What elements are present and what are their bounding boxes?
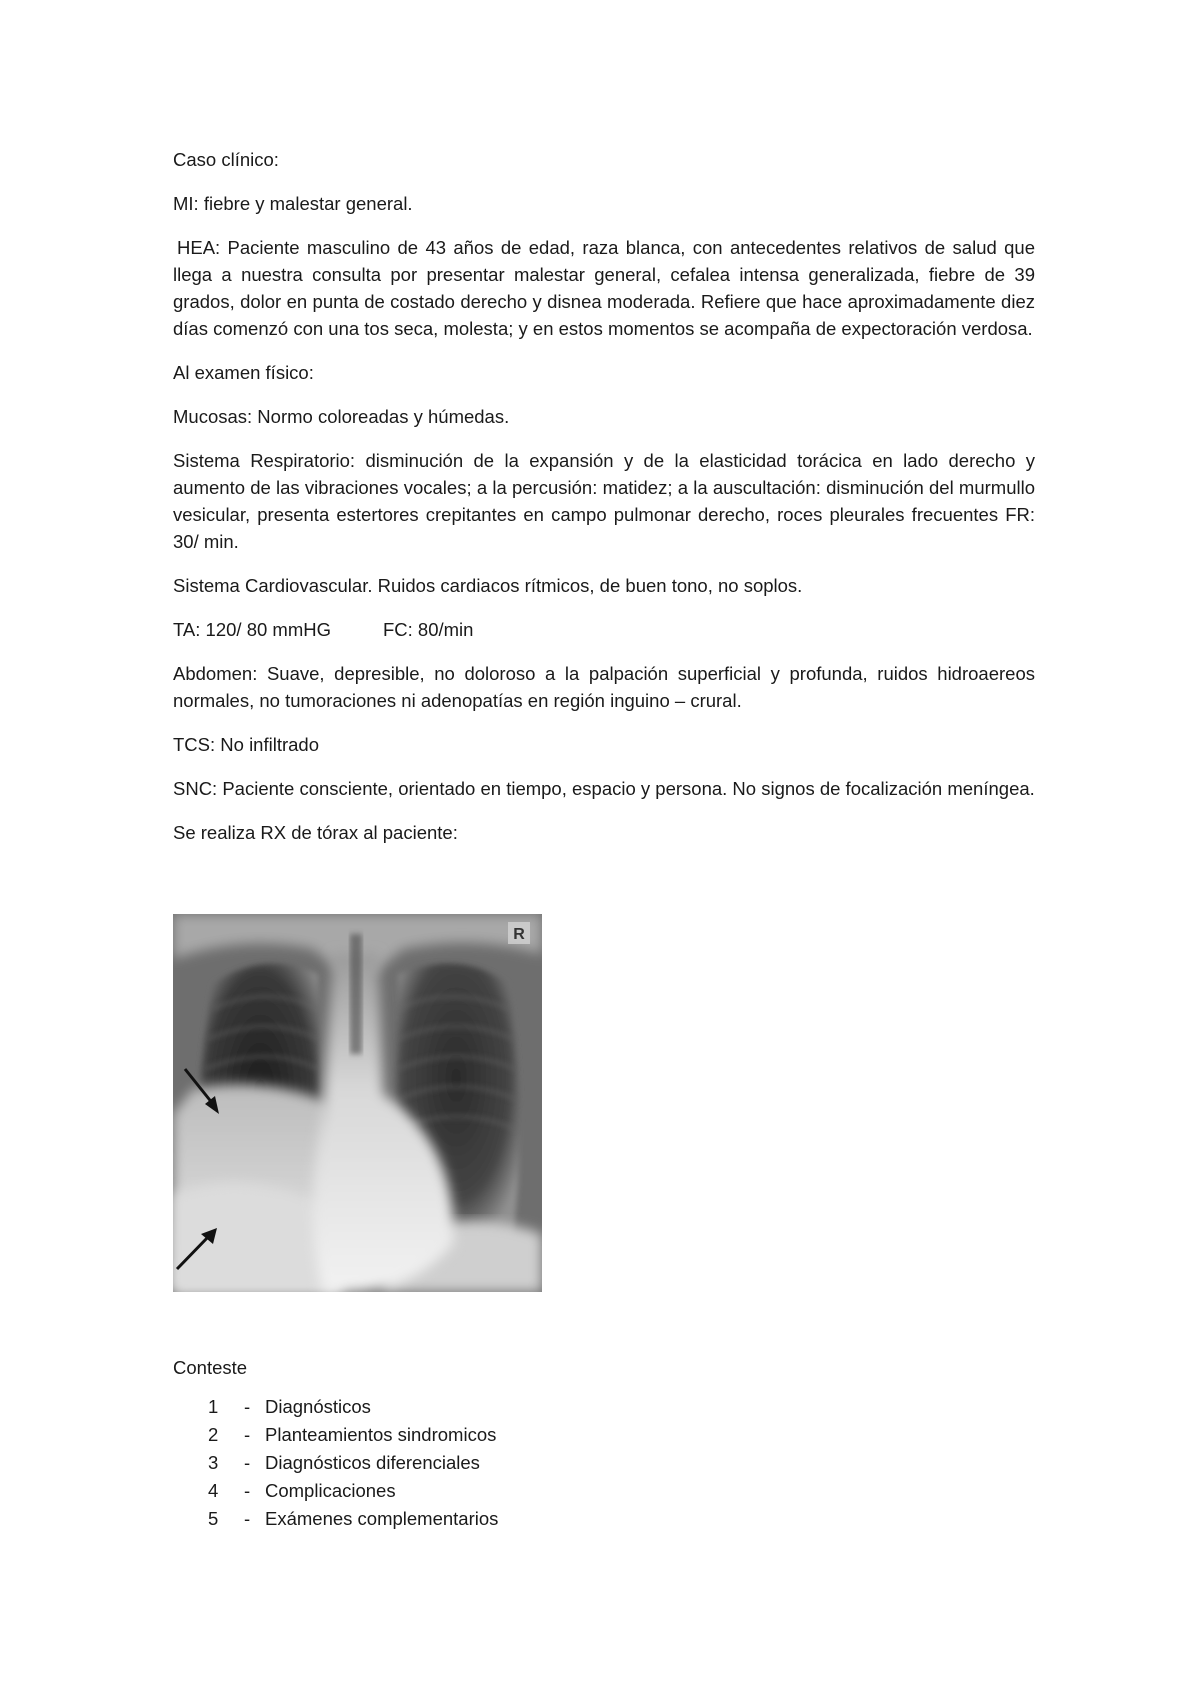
question-dash: -: [244, 1508, 251, 1529]
question-item: [173, 1393, 873, 1421]
question-number: 1: [208, 1396, 219, 1417]
cardiovascular-line: Sistema Cardiovascular. Ruidos cardiacos rítmicos, de buen tono, no soplos.: [173, 575, 803, 596]
snc-paragraph: SNC: Paciente consciente, orientado en tiempo, espacio y persona. No signos de focalización meníngea.: [173, 778, 1035, 799]
question-dash: -: [244, 1452, 251, 1473]
chest-xray-image: [173, 914, 542, 1292]
question-number: 5: [208, 1508, 219, 1529]
question-dash: -: [244, 1424, 251, 1445]
question-item: [173, 1505, 873, 1533]
question-dash: -: [244, 1480, 251, 1501]
case-title: Caso clínico:: [173, 149, 279, 170]
question-label: Complicaciones: [265, 1480, 396, 1501]
hea-paragraph: HEA: Paciente masculino de 43 años de edad, raza blanca, con antecedentes relativos de salud que llega a nuestra consulta por presentar malestar general, cefalea intensa generalizada, fiebre de 39 grados, dolor en punta de costado derecho y disnea moderada. Refiere que hace aproximadamente diez días comenzó con una tos seca, molesta; y en estos momentos se acompaña de expectoración verdosa.: [173, 237, 1035, 339]
case-text: [173, 146, 1035, 863]
heart-rate: FC: 80/min: [382, 619, 474, 640]
question-label: Exámenes complementarios: [265, 1508, 499, 1529]
question-number: 2: [208, 1424, 219, 1445]
mi-line: MI: fiebre y malestar general.: [173, 193, 413, 214]
question-number: 4: [208, 1480, 219, 1501]
question-number: 3: [208, 1452, 219, 1473]
film-marker-label: R: [513, 926, 525, 943]
rx-intro: Se realiza RX de tórax al paciente:: [173, 822, 458, 843]
respiratory-paragraph: Sistema Respiratorio: disminución de la expansión y de la elasticidad torácica en lado derecho y aumento de las vibraciones vocales; a la percusión: matidez; a la auscultación: disminución del murmullo vesicular, presenta estertores crepitantes en campo pulmonar derecho, roces pleurales frecuentes FR: 30/ min.: [173, 450, 1035, 552]
mucosas-line: Mucosas: Normo coloreadas y húmedas.: [173, 406, 510, 427]
blood-pressure: TA: 120/ 80 mmHG: [173, 619, 331, 640]
abdomen-paragraph: Abdomen: Suave, depresible, no doloroso a la palpación superficial y profunda, ruidos hidroaereos normales, no tumoraciones ni adenopatías en región inguino – crural.: [173, 663, 1035, 711]
question-label: Diagnósticos diferenciales: [265, 1452, 480, 1473]
question-item: [173, 1477, 873, 1505]
exam-heading: Al examen físico:: [173, 362, 314, 383]
questions-list: [173, 1393, 873, 1533]
questions-heading: Conteste: [173, 1357, 248, 1378]
question-item: [173, 1449, 873, 1477]
questions-section: [173, 1354, 873, 1533]
question-label: Planteamientos sindromicos: [265, 1424, 497, 1445]
question-item: [173, 1421, 873, 1449]
tcs-line: TCS: No infiltrado: [173, 734, 319, 755]
vitals-line: [173, 616, 1035, 643]
question-label: Diagnósticos: [265, 1396, 371, 1417]
question-dash: -: [244, 1396, 251, 1417]
